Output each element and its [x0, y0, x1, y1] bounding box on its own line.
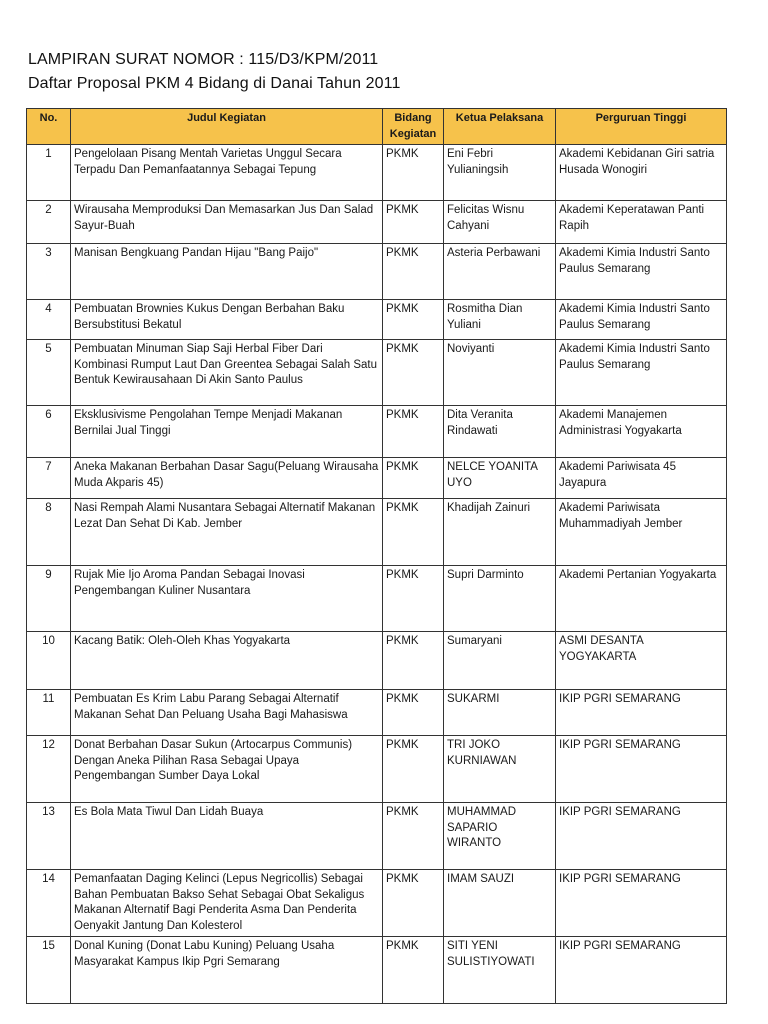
cell-judul: Donal Kuning (Donat Labu Kuning) Peluang Usaha Masyarakat Kampus Ikip Pgri Semarang — [71, 937, 383, 1004]
cell-no: 7 — [27, 458, 71, 499]
header-ketua-pelaksana: Ketua Pelaksana — [444, 109, 556, 145]
cell-judul: Manisan Bengkuang Pandan Hijau "Bang Paijo" — [71, 244, 383, 300]
cell-perguruan-tinggi: Akademi Pariwisata 45 Jayapura — [556, 458, 727, 499]
cell-judul: Donat Berbahan Dasar Sukun (Artocarpus Communis) Dengan Aneka Pilihan Rasa Sebagai Upaya Pengembangan Sumber Daya Lokal — [71, 736, 383, 803]
cell-bidang: PKMK — [383, 458, 444, 499]
cell-perguruan-tinggi: IKIP PGRI SEMARANG — [556, 736, 727, 803]
cell-ketua: Rosmitha Dian Yuliani — [444, 300, 556, 340]
table-header-row — [27, 109, 727, 145]
cell-no: 5 — [27, 340, 71, 406]
cell-ketua: IMAM SAUZI — [444, 870, 556, 937]
cell-ketua: MUHAMMAD SAPARIO WIRANTO — [444, 803, 556, 870]
cell-no: 9 — [27, 566, 71, 632]
cell-bidang: PKMK — [383, 937, 444, 1004]
cell-judul: Eksklusivisme Pengolahan Tempe Menjadi Makanan Bernilai Jual Tinggi — [71, 406, 383, 458]
table-row — [27, 736, 727, 803]
letter-number-title: LAMPIRAN SURAT NOMOR : 115/D3/KPM/2011 — [28, 51, 379, 68]
cell-bidang: PKMK — [383, 300, 444, 340]
table-row — [27, 458, 727, 499]
cell-no: 3 — [27, 244, 71, 300]
cell-bidang: PKMK — [383, 499, 444, 566]
cell-judul: Pembuatan Es Krim Labu Parang Sebagai Alternatif Makanan Sehat Dan Peluang Usaha Bagi Mahasiswa — [71, 690, 383, 736]
cell-judul: Pengelolaan Pisang Mentah Varietas Unggul Secara Terpadu Dan Pemanfaatannya Sebagai Tepung — [71, 145, 383, 201]
cell-judul: Kacang Batik: Oleh-Oleh Khas Yogyakarta — [71, 632, 383, 690]
header-bidang-kegiatan: Bidang Kegiatan — [383, 109, 444, 145]
cell-ketua: SUKARMI — [444, 690, 556, 736]
cell-perguruan-tinggi: IKIP PGRI SEMARANG — [556, 803, 727, 870]
cell-judul: Pembuatan Brownies Kukus Dengan Berbahan Baku Bersubstitusi Bekatul — [71, 300, 383, 340]
document-header — [28, 48, 400, 96]
cell-perguruan-tinggi: Akademi Kimia Industri Santo Paulus Semarang — [556, 300, 727, 340]
cell-ketua: Supri Darminto — [444, 566, 556, 632]
cell-perguruan-tinggi: IKIP PGRI SEMARANG — [556, 690, 727, 736]
cell-bidang: PKMK — [383, 870, 444, 937]
cell-bidang: PKMK — [383, 201, 444, 244]
table-row — [27, 566, 727, 632]
table-row — [27, 145, 727, 201]
cell-perguruan-tinggi: Akademi Manajemen Administrasi Yogyakarta — [556, 406, 727, 458]
table-row — [27, 937, 727, 1004]
cell-no: 6 — [27, 406, 71, 458]
cell-perguruan-tinggi: Akademi Pariwisata Muhammadiyah Jember — [556, 499, 727, 566]
table-row — [27, 803, 727, 870]
proposal-table — [26, 108, 727, 1004]
cell-ketua: Sumaryani — [444, 632, 556, 690]
cell-ketua: Noviyanti — [444, 340, 556, 406]
cell-ketua: NELCE YOANITA UYO — [444, 458, 556, 499]
cell-bidang: PKMK — [383, 736, 444, 803]
cell-bidang: PKMK — [383, 340, 444, 406]
cell-judul: Pemanfaatan Daging Kelinci (Lepus Negricollis) Sebagai Bahan Pembuatan Bakso Sehat Sebagai Obat Sekaligus Makanan Alternatif Bagi Penderita Asma Dan Penderita Oenyakit Jantung Dan Kolesterol — [71, 870, 383, 937]
cell-no: 1 — [27, 145, 71, 201]
cell-bidang: PKMK — [383, 690, 444, 736]
cell-no: 15 — [27, 937, 71, 1004]
table-row — [27, 406, 727, 458]
table-row — [27, 690, 727, 736]
table-row — [27, 870, 727, 937]
cell-no: 4 — [27, 300, 71, 340]
cell-judul: Es Bola Mata Tiwul Dan Lidah Buaya — [71, 803, 383, 870]
cell-no: 2 — [27, 201, 71, 244]
cell-bidang: PKMK — [383, 566, 444, 632]
cell-ketua: Felicitas Wisnu Cahyani — [444, 201, 556, 244]
cell-perguruan-tinggi: ASMI DESANTA YOGYAKARTA — [556, 632, 727, 690]
table-row — [27, 632, 727, 690]
cell-perguruan-tinggi: Akademi Kebidanan Giri satria Husada Wonogiri — [556, 145, 727, 201]
cell-no: 10 — [27, 632, 71, 690]
cell-judul: Wirausaha Memproduksi Dan Memasarkan Jus Dan Salad Sayur-Buah — [71, 201, 383, 244]
cell-no: 8 — [27, 499, 71, 566]
cell-no: 12 — [27, 736, 71, 803]
table-row — [27, 300, 727, 340]
cell-no: 14 — [27, 870, 71, 937]
cell-bidang: PKMK — [383, 244, 444, 300]
cell-no: 11 — [27, 690, 71, 736]
cell-ketua: Dita Veranita Rindawati — [444, 406, 556, 458]
cell-ketua: SITI YENI SULISTIYOWATI — [444, 937, 556, 1004]
table-row — [27, 201, 727, 244]
cell-perguruan-tinggi: Akademi Kimia Industri Santo Paulus Semarang — [556, 340, 727, 406]
cell-perguruan-tinggi: Akademi Keperatawan Panti Rapih — [556, 201, 727, 244]
cell-judul: Aneka Makanan Berbahan Dasar Sagu(Peluang Wirausaha Muda Akparis 45) — [71, 458, 383, 499]
cell-ketua: Khadijah Zainuri — [444, 499, 556, 566]
header-perguruan-tinggi: Perguruan Tinggi — [556, 109, 727, 145]
cell-bidang: PKMK — [383, 803, 444, 870]
cell-bidang: PKMK — [383, 632, 444, 690]
table-row — [27, 340, 727, 406]
header-judul-kegiatan: Judul Kegiatan — [71, 109, 383, 145]
cell-perguruan-tinggi: IKIP PGRI SEMARANG — [556, 870, 727, 937]
cell-no: 13 — [27, 803, 71, 870]
table-row — [27, 499, 727, 566]
table-row — [27, 244, 727, 300]
cell-ketua: Asteria Perbawani — [444, 244, 556, 300]
cell-judul: Rujak Mie Ijo Aroma Pandan Sebagai Inovasi Pengembangan Kuliner Nusantara — [71, 566, 383, 632]
cell-perguruan-tinggi: Akademi Pertanian Yogyakarta — [556, 566, 727, 632]
list-subtitle: Daftar Proposal PKM 4 Bidang di Danai Tahun 2011 — [28, 75, 401, 92]
cell-perguruan-tinggi: Akademi Kimia Industri Santo Paulus Semarang — [556, 244, 727, 300]
header-no: No. — [27, 109, 71, 145]
cell-ketua: Eni Febri Yulianingsih — [444, 145, 556, 201]
cell-perguruan-tinggi: IKIP PGRI SEMARANG — [556, 937, 727, 1004]
cell-ketua: TRI JOKO KURNIAWAN — [444, 736, 556, 803]
cell-judul: Nasi Rempah Alami Nusantara Sebagai Alternatif Makanan Lezat Dan Sehat Di Kab. Jember — [71, 499, 383, 566]
cell-bidang: PKMK — [383, 406, 444, 458]
cell-judul: Pembuatan Minuman Siap Saji Herbal Fiber Dari Kombinasi Rumput Laut Dan Greentea Sebagai Salah Satu Bentuk Kewirausahaan Di Akin Santo Paulus — [71, 340, 383, 406]
cell-bidang: PKMK — [383, 145, 444, 201]
